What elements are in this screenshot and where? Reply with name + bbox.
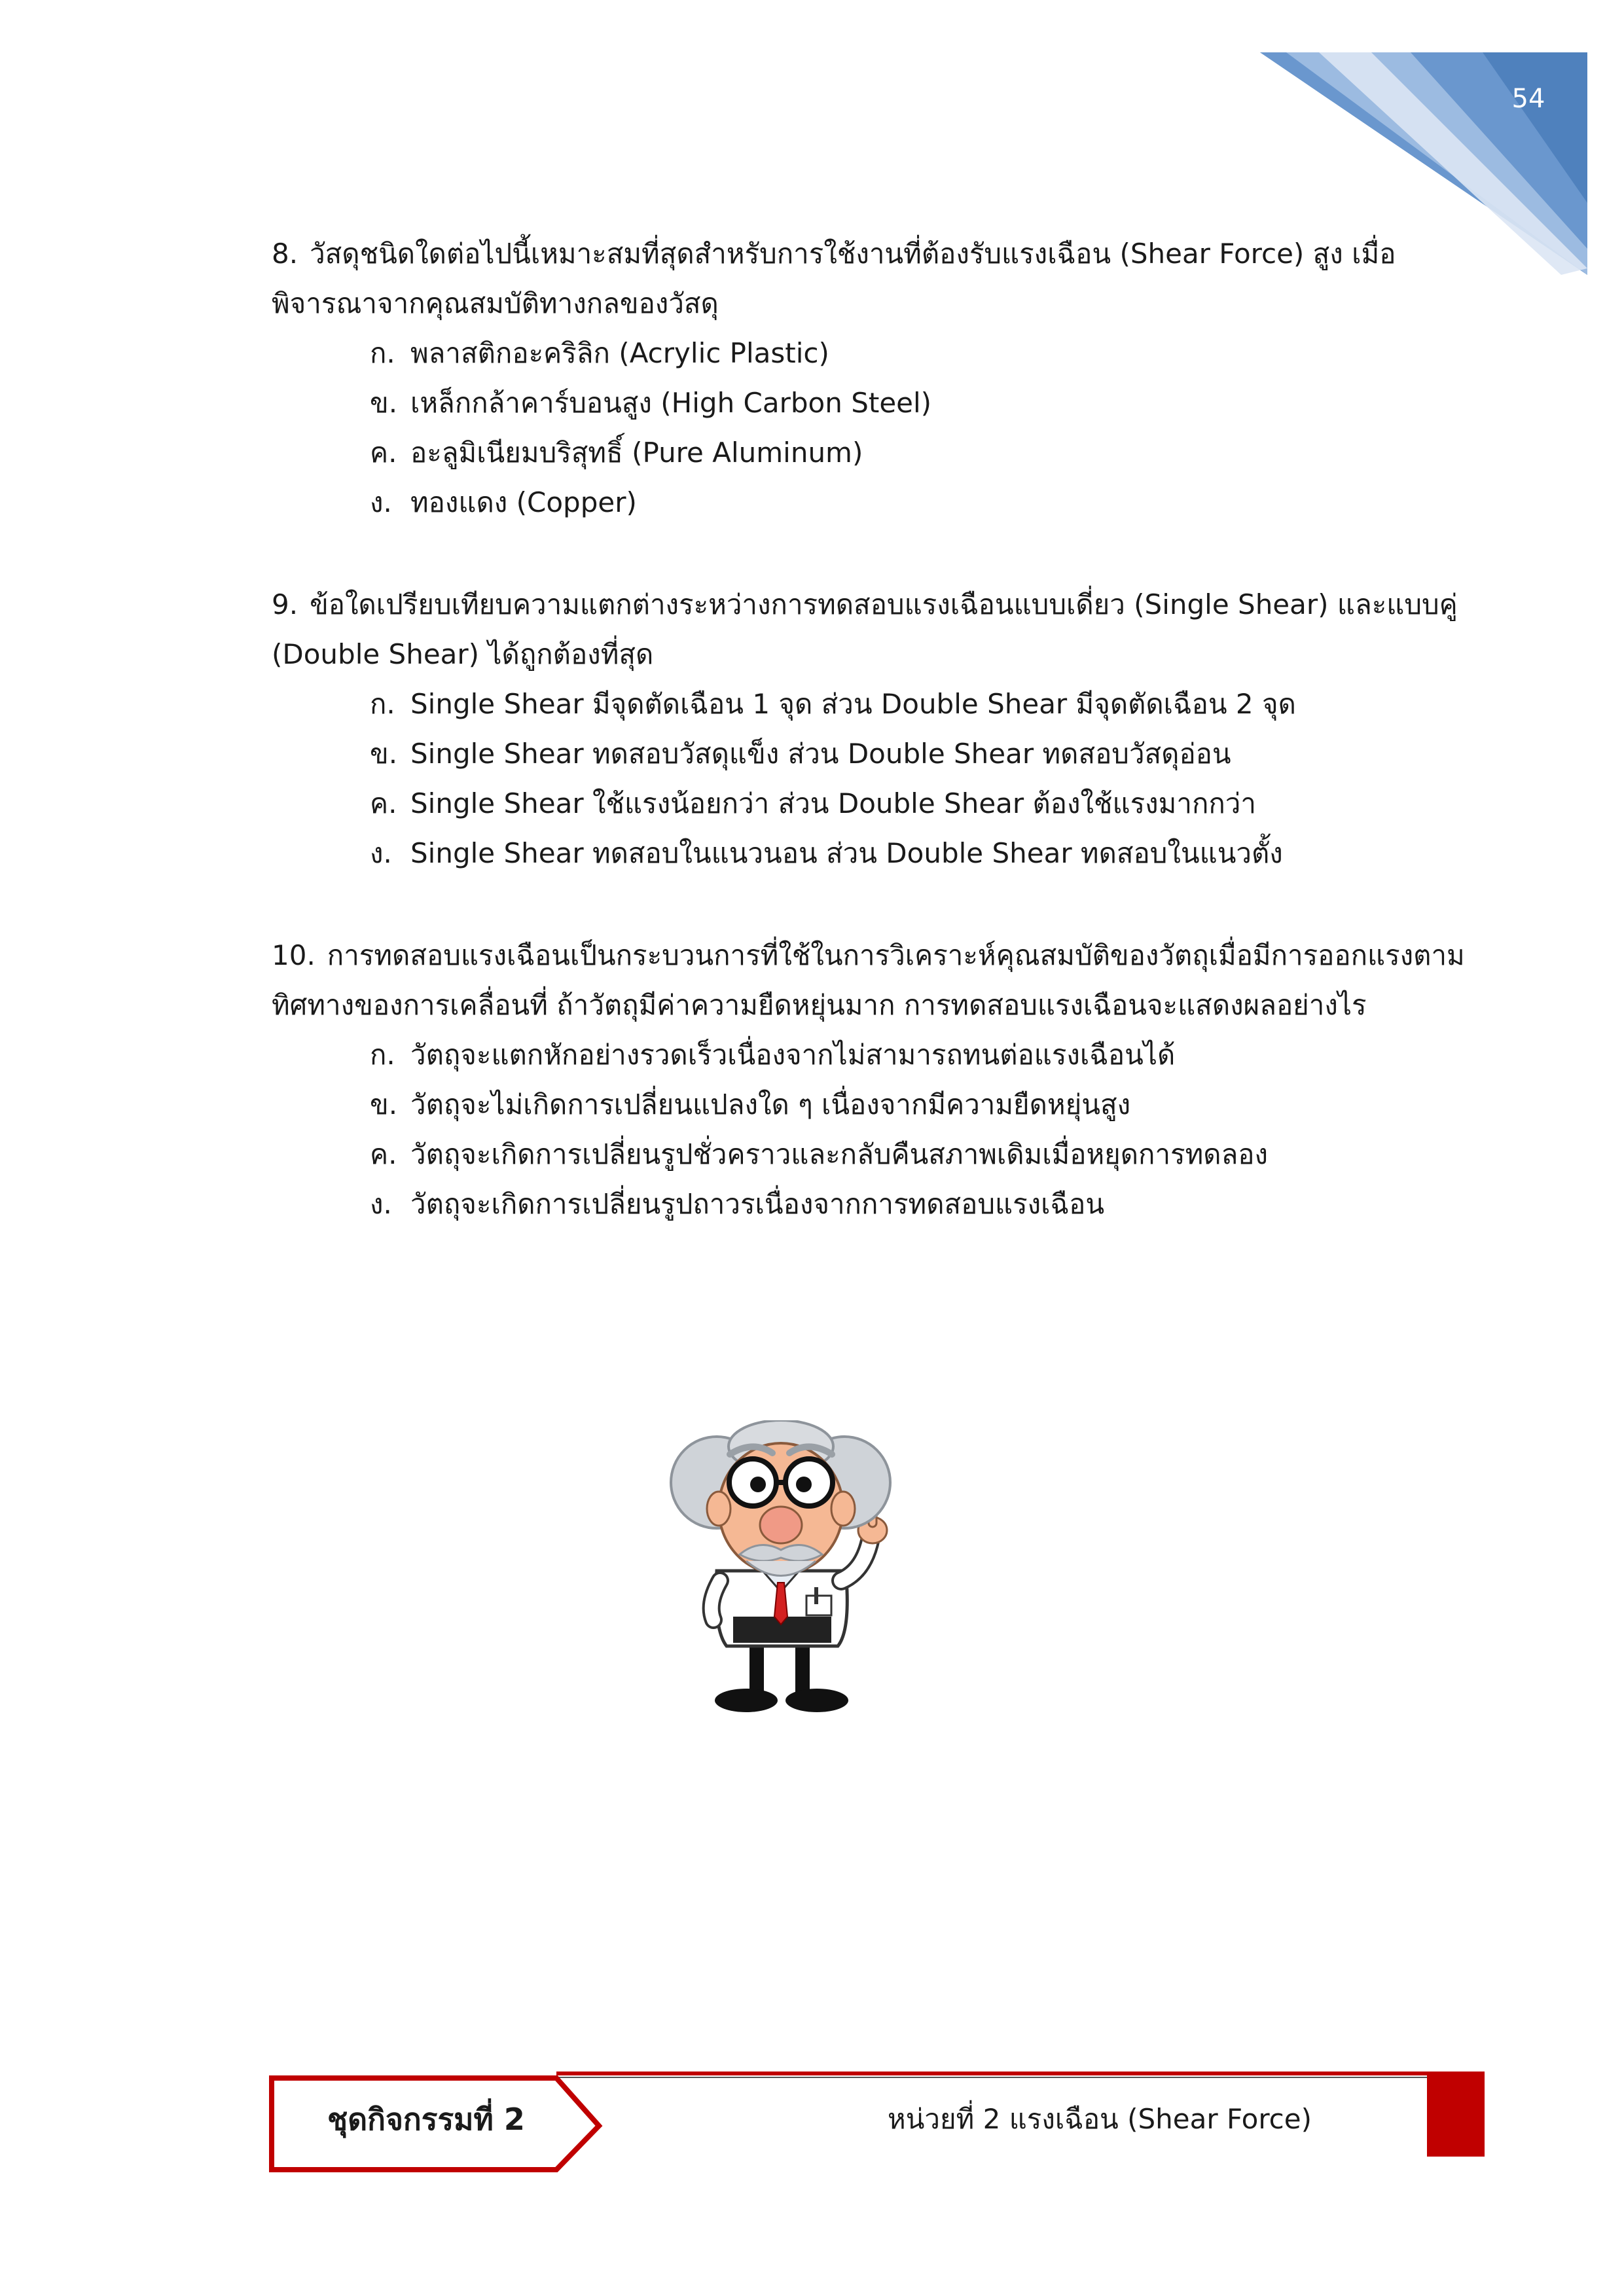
- option-text: Single Shear มีจุดตัดเฉือน 1 จุด ส่วน Double Shear มีจุดตัดเฉือน 2 จุด: [410, 688, 1296, 720]
- option-text: พลาสติกอะคริลิก (Acrylic Plastic): [410, 337, 829, 369]
- question-number: 10.: [272, 939, 316, 971]
- question-number: 9.: [272, 588, 298, 620]
- option-text: วัตถุจะเกิดการเปลี่ยนรูปถาวรเนื่องจากการทดสอบแรงเฉือน: [410, 1188, 1105, 1220]
- option-text: ทองแดง (Copper): [410, 486, 637, 518]
- option-letter: ก.: [370, 337, 395, 369]
- option-c[interactable]: [370, 428, 1483, 478]
- unit-label: หน่วยที่ 2 แรงเฉือน (Shear Force): [888, 2103, 1312, 2135]
- option-d[interactable]: [370, 1179, 1483, 1229]
- activity-label: ชุดกิจกรรมที่ 2: [327, 2102, 525, 2137]
- option-letter: ง.: [370, 1188, 392, 1220]
- question-stem: การทดสอบแรงเฉือนเป็นกระบวนการที่ใช้ในการวิเคราะห์คุณสมบัติของวัตถุเมื่อมีการออกแรงตามทิศทางของการเคลื่อนที่ ถ้าวัตถุมีค่าความยืดหยุ่นมาก การทดสอบแรงเฉือนจะแสดงผลอย่างไร: [272, 939, 1465, 1021]
- option-letter: ง.: [370, 486, 392, 518]
- question-text: [272, 931, 1483, 1030]
- question-9: [272, 580, 1483, 878]
- question-text: [272, 580, 1483, 679]
- option-a[interactable]: [370, 1030, 1483, 1080]
- option-letter: ค.: [370, 787, 397, 819]
- professor-illustration: [655, 1420, 943, 1721]
- option-list: [272, 1030, 1483, 1229]
- option-text: Single Shear ทดสอบวัสดุแข็ง ส่วน Double Shear ทดสอบวัสดุอ่อน: [410, 738, 1231, 770]
- option-letter: ค.: [370, 437, 397, 469]
- option-d[interactable]: [370, 829, 1483, 878]
- option-letter: ก.: [370, 1039, 395, 1071]
- footer: [268, 2068, 1486, 2173]
- option-c[interactable]: [370, 1130, 1483, 1179]
- option-b[interactable]: [370, 378, 1483, 428]
- option-d[interactable]: [370, 478, 1483, 528]
- option-letter: ข.: [370, 387, 398, 419]
- option-list: [272, 679, 1483, 878]
- option-text: Single Shear ใช้แรงน้อยกว่า ส่วน Double Shear ต้องใช้แรงมากกว่า: [410, 787, 1256, 819]
- question-list: [272, 229, 1483, 1282]
- question-stem: ข้อใดเปรียบเทียบความแตกต่างระหว่างการทดสอบแรงเฉือนแบบเดี่ยว (Single Shear) และแบบคู่ (Double Shear) ได้ถูกต้องที่สุด: [272, 588, 1458, 670]
- option-list: [272, 329, 1483, 528]
- option-text: วัตถุจะแตกหักอย่างรวดเร็วเนื่องจากไม่สามารถทนต่อแรงเฉือนได้: [410, 1039, 1176, 1071]
- option-a[interactable]: [370, 329, 1483, 378]
- option-letter: ข.: [370, 738, 398, 770]
- option-text: เหล็กกล้าคาร์บอนสูง (High Carbon Steel): [410, 387, 932, 419]
- option-text: วัตถุจะไม่เกิดการเปลี่ยนแปลงใด ๆ เนื่องจากมีความยืดหยุ่นสูง: [410, 1088, 1131, 1121]
- option-text: อะลูมิเนียมบริสุทธิ์ (Pure Aluminum): [410, 437, 863, 469]
- question-stem: วัสดุชนิดใดต่อไปนี้เหมาะสมที่สุดสำหรับการใช้งานที่ต้องรับแรงเฉือน (Shear Force) สูง เมื่อพิจารณาจากคุณสมบัติทางกลของวัสดุ: [272, 238, 1396, 319]
- option-text: วัตถุจะเกิดการเปลี่ยนรูปชั่วคราวและกลับคืนสภาพเดิมเมื่อหยุดการทดลอง: [410, 1138, 1269, 1170]
- option-letter: ก.: [370, 688, 395, 720]
- option-c[interactable]: [370, 779, 1483, 829]
- option-b[interactable]: [370, 729, 1483, 779]
- option-letter: ข.: [370, 1088, 398, 1121]
- option-b[interactable]: [370, 1080, 1483, 1130]
- page-number: 54: [1511, 84, 1545, 114]
- option-letter: ค.: [370, 1138, 397, 1170]
- question-text: [272, 229, 1483, 329]
- question-8: [272, 229, 1483, 528]
- option-text: Single Shear ทดสอบในแนวนอน ส่วน Double Shear ทดสอบในแนวตั้ง: [410, 837, 1283, 869]
- option-a[interactable]: [370, 679, 1483, 729]
- question-10: [272, 931, 1483, 1229]
- option-letter: ง.: [370, 837, 392, 869]
- question-number: 8.: [272, 238, 298, 270]
